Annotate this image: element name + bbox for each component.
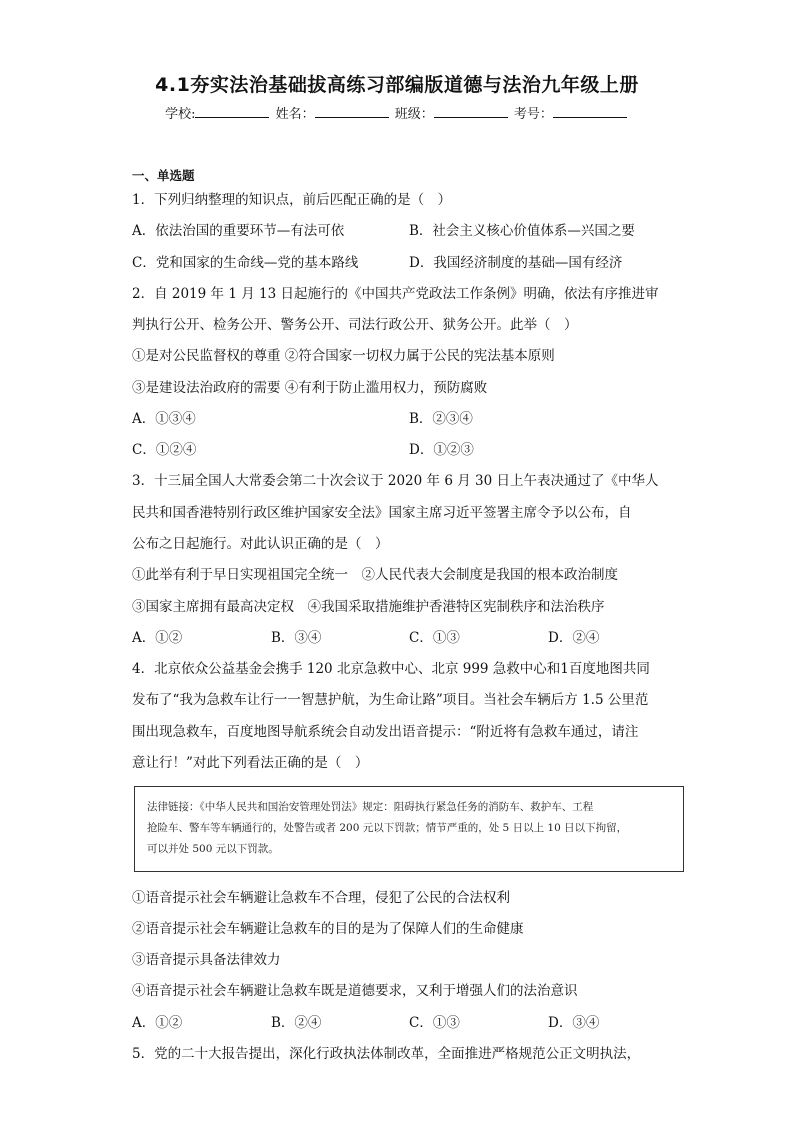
law-link-line-3: 可以并处 500 元以下罚款。: [147, 843, 279, 855]
section-heading: 一、单选题: [132, 168, 195, 183]
q2-stem-line-2: 判执行公开、检务公开、警务公开、司法行政公开、狱务公开。此举（ ）: [132, 317, 578, 333]
q4-statement-2: ②语音提示社会车辆避让急救车的目的是为了保障人们的生命健康: [132, 921, 524, 937]
q3-stem-line-1: 3．十三届全国人大常委会第二十次会议于 2020 年 6 月 30 日上午表决通过了《中华人: [132, 473, 659, 489]
q3-option-d: D．②④: [548, 630, 600, 646]
exam-number-label: 考号：: [513, 107, 553, 122]
q3-statement-line-2: ③国家主席拥有最高决定权 ④我国采取措施维护香港特区宪制秩序和法治秩序: [132, 599, 605, 615]
q1-option-c: C．党和国家的生命线—党的基本路线: [132, 255, 359, 271]
q4-statement-4: ④语音提示社会车辆避让急救车既是道德要求，又利于增强人们的法治意识: [132, 983, 578, 999]
q4-statement-3: ③语音提示具备法律效力: [132, 952, 281, 968]
class-blank: [434, 105, 508, 118]
q4-stem-line-2: 发布了“我为急救车让行一一智慧护航，为生命让路”项目。当社会车辆后方 1.5 公里范: [132, 692, 649, 708]
page-title: 4.1夯实法治基础拔高练习部编版道德与法治九年级上册: [155, 74, 639, 96]
q3-stem-line-3: 公布之日起施行。对此认识正确的是（ ）: [132, 536, 389, 552]
q4-stem-line-4: 意让行！”对此下列看法正确的是（ ）: [132, 755, 369, 771]
name-label: 姓名：: [275, 107, 315, 122]
q3-stem-line-2: 民共和国香港特别行政区维护国家安全法》国家主席习近平签署主席令予以公布，自: [132, 505, 632, 521]
q2-statement-line-2: ③是建设法治政府的需要 ④有利于防止滥用权力，预防腐败: [132, 380, 488, 396]
law-link-line-1: 法律链接：《中华人民共和国治安管理处罚法》规定：阻碍执行紧急任务的消防车、救护车、工程: [147, 801, 594, 813]
q2-option-a: A．①③④: [132, 411, 196, 427]
q4-stem-line-3: 围出现急救车，百度地图导航系统会自动发出语音提示：“附近将有急救车通过，请注: [132, 724, 639, 740]
q2-option-b: B．②③④: [409, 411, 473, 427]
name-blank: [315, 105, 389, 118]
q1-stem: 1．下列归纳整理的知识点，前后匹配正确的是（ ）: [132, 192, 452, 208]
q4-option-b: B．②④: [271, 1015, 322, 1031]
q1-option-b: B．社会主义核心价值体系—兴国之要: [409, 223, 635, 239]
q4-option-d: D．③④: [548, 1015, 600, 1031]
q3-option-c: C．①③: [409, 630, 460, 646]
class-label: 班级：: [394, 107, 434, 122]
q3-option-a: A．①②: [132, 630, 183, 646]
q3-statement-line-1: ①此举有利于早日实现祖国完全统一 ②人民代表大会制度是我国的根本政治制度: [132, 567, 618, 583]
school-label: 学校:: [165, 107, 196, 122]
law-link-box: [134, 786, 684, 872]
q3-option-b: B．③④: [271, 630, 322, 646]
school-blank: [195, 105, 269, 118]
q4-stem-line-1: 4．北京依众公益基金会携手 120 北京急救中心、北京 999 急救中心和1百度地图共同: [132, 661, 650, 677]
q2-option-c: C．①②④: [132, 442, 197, 458]
exam-number-blank: [553, 105, 627, 118]
q1-option-a: A．依法治国的重要环节—有法可依: [132, 223, 345, 239]
law-link-line-2: 抢险车、警车等车辆通行的，处警告或者 200 元以下罚款；情节严重的，处 5 日以上 10 日以下拘留，: [147, 822, 628, 834]
q4-option-c: C．①③: [409, 1015, 460, 1031]
q5-stem-line-1: 5．党的二十大报告提出，深化行政执法体制改革，全面推进严格规范公正文明执法，: [132, 1046, 641, 1062]
q2-stem-line-1: 2．自 2019 年 1 月 13 日起施行的《中国共产党政法工作条例》明确，依法有序推进审: [132, 286, 659, 302]
q2-statement-line-1: ①是对公民监督权的尊重 ②符合国家一切权力属于公民的宪法基本原则: [132, 348, 555, 364]
student-info-line: [0, 103, 794, 122]
q4-statement-1: ①语音提示社会车辆避让急救车不合理，侵犯了公民的合法权利: [132, 890, 510, 906]
q2-option-d: D．①②③: [409, 442, 474, 458]
q1-option-d: D．我国经济制度的基础—国有经济: [409, 255, 623, 271]
q4-option-a: A．①②: [132, 1015, 183, 1031]
